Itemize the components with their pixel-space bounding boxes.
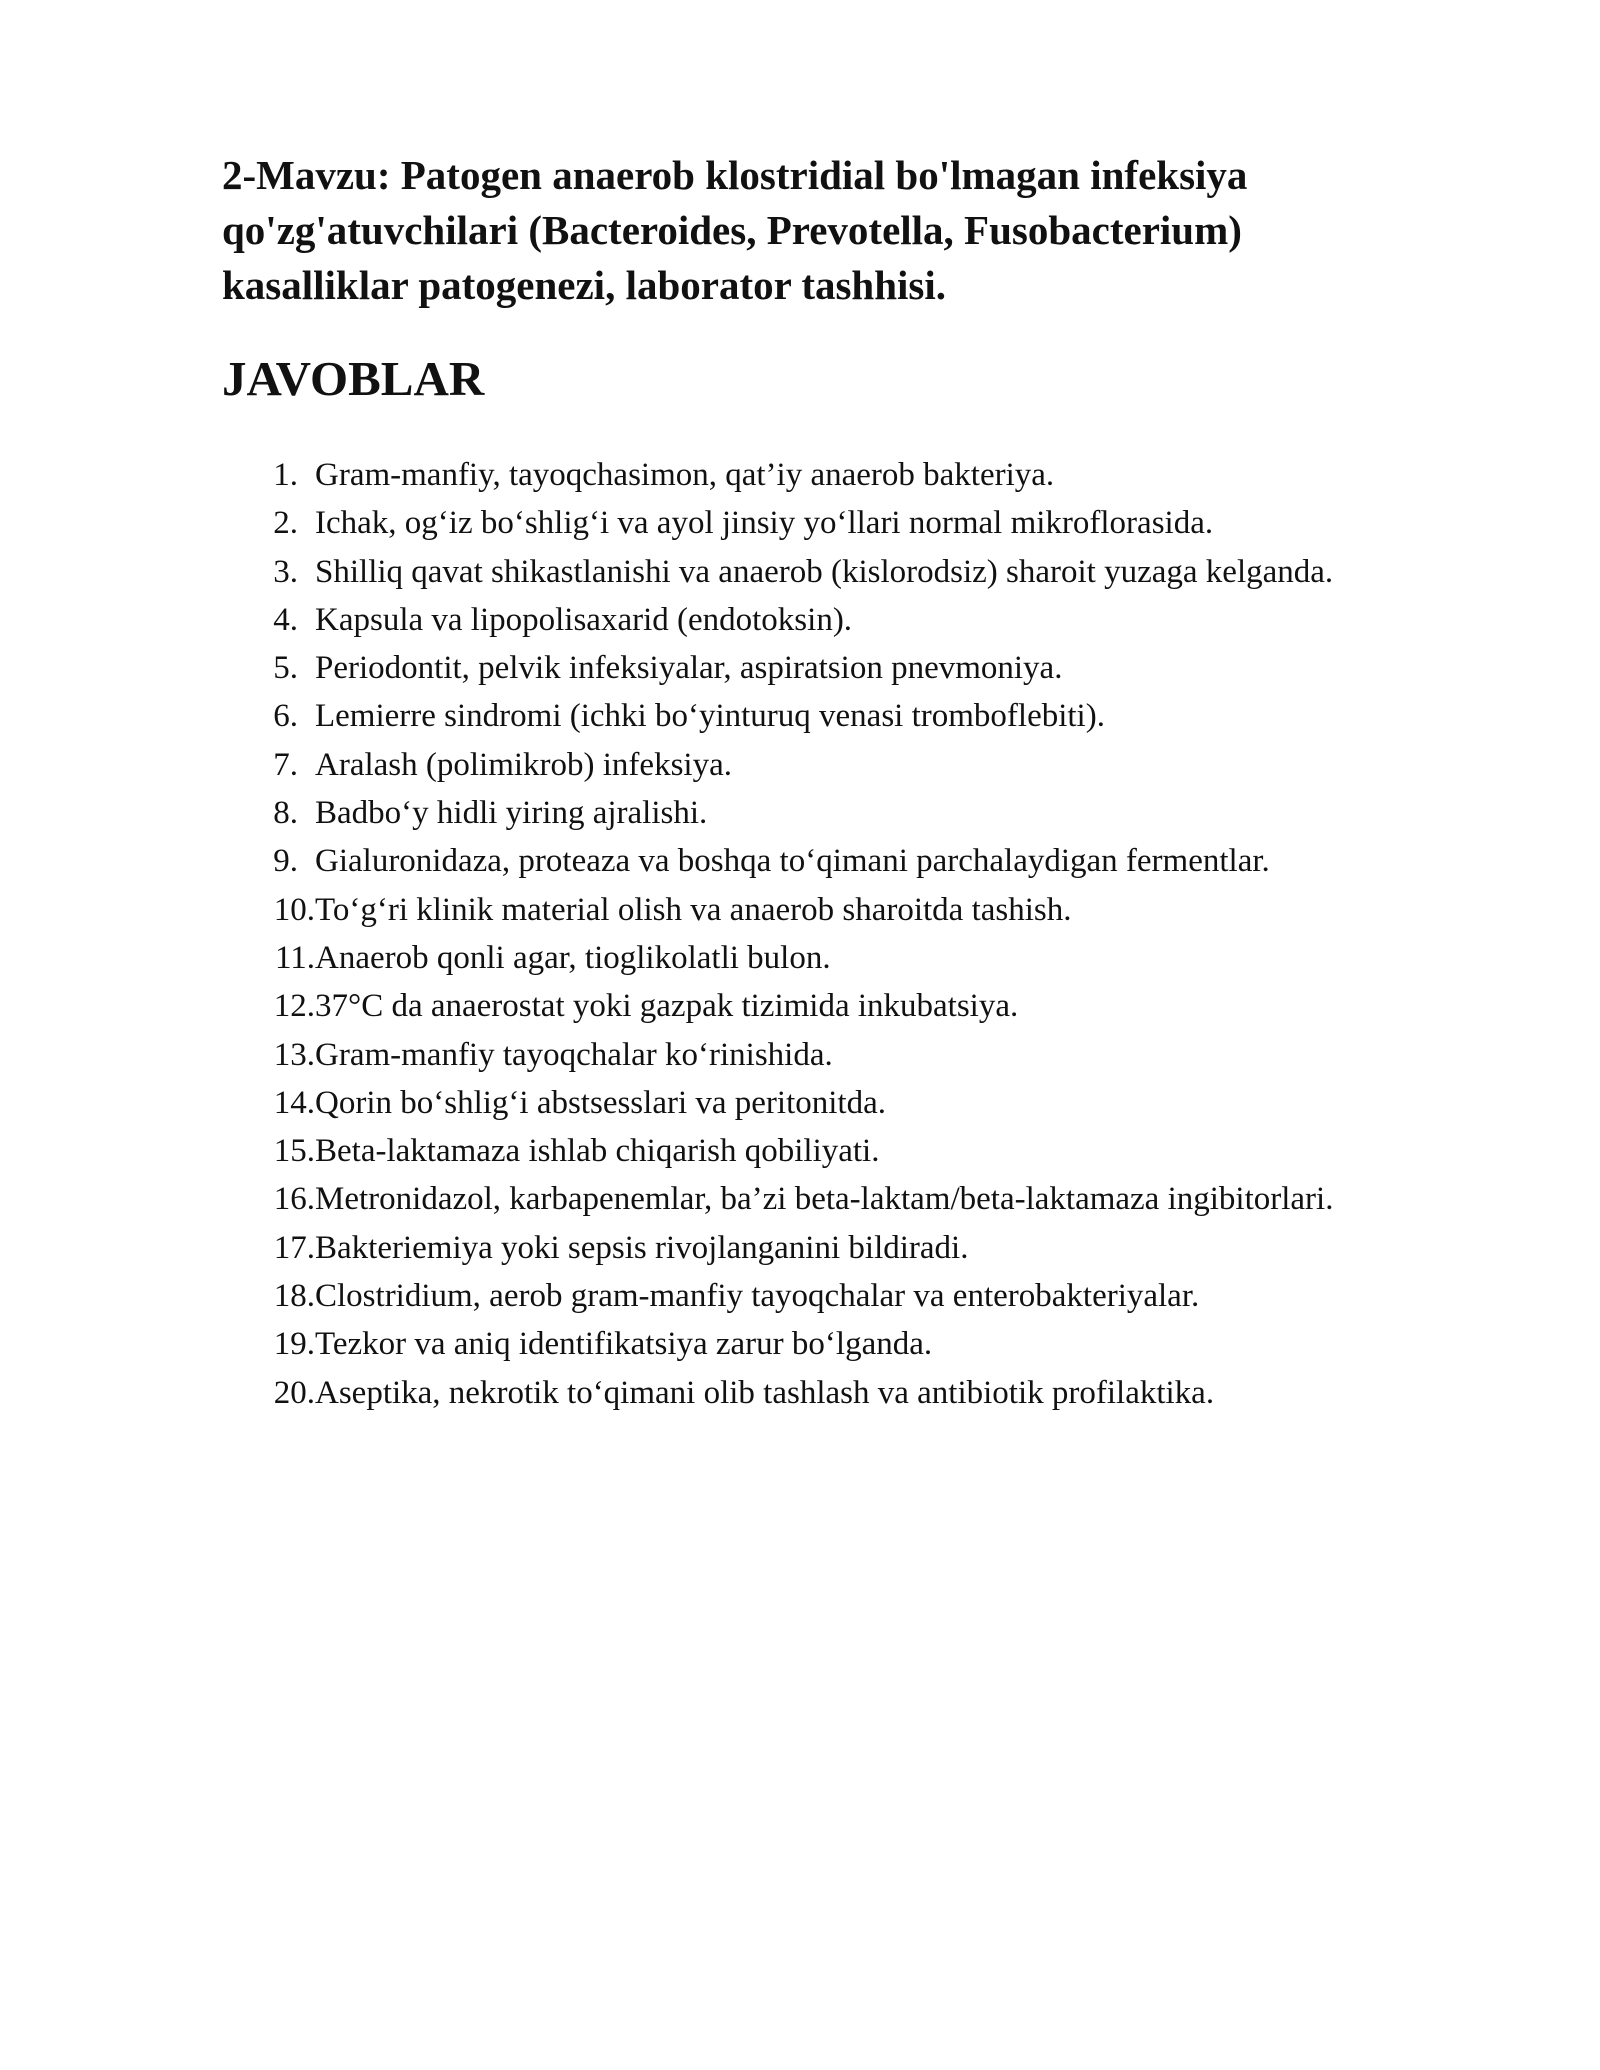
answers-list [222, 451, 1472, 1417]
list-item [222, 1369, 1472, 1417]
list-item-text: Qorin bo‘shlig‘i abstsesslari va peritonitda. [315, 1084, 886, 1121]
list-item-text: Badbo‘y hidli yiring ajralishi. [315, 795, 708, 832]
list-item-number: 10. [273, 891, 315, 928]
list-item-text: Anaerob qonli agar, tioglikolatli bulon. [315, 939, 831, 976]
list-item [222, 789, 1472, 837]
list-item-number: 16. [273, 1181, 315, 1218]
list-item-text: Clostridium, aerob gram-manfiy tayoqchalar va enterobakteriyalar. [315, 1278, 1200, 1315]
list-item-number: 19. [273, 1326, 315, 1363]
list-item [222, 1127, 1472, 1175]
list-item-text: Shilliq qavat shikastlanishi va anaerob (kislorodsiz) sharoit yuzaga kelganda. [315, 553, 1334, 590]
list-item [222, 499, 1472, 547]
list-item-number: 7. [273, 746, 298, 783]
document-content [222, 148, 1472, 1417]
list-item-text: Kapsula va lipopolisaxarid (endotoksin). [315, 601, 853, 638]
list-item-text: 37°C da anaerostat yoki gazpak tizimida inkubatsiya. [315, 988, 1019, 1025]
list-item-number: 6. [273, 698, 298, 735]
list-item-number: 1. [273, 457, 298, 493]
list-item-number: 17. [273, 1229, 315, 1266]
list-item [222, 644, 1472, 692]
list-item [222, 982, 1472, 1030]
list-item-text: Gram-manfiy, tayoqchasimon, qat’iy anaerob bakteriya. [315, 457, 1055, 493]
list-item-number: 13. [273, 1036, 315, 1073]
list-item [222, 1320, 1472, 1368]
list-item-number: 11. [274, 939, 315, 976]
list-item-number: 4. [273, 601, 298, 638]
list-item [222, 692, 1472, 740]
document-title [222, 148, 1472, 313]
list-item [222, 1272, 1472, 1320]
list-item-number: 15. [273, 1133, 315, 1170]
answers-heading: JAVOBLAR [222, 351, 485, 406]
list-item-text: To‘g‘ri klinik material olish va anaerob sharoitda tashish. [315, 891, 1072, 928]
list-item [222, 1031, 1472, 1079]
list-item-text: Beta-laktamaza ishlab chiqarish qobiliyati. [315, 1133, 880, 1170]
title-line-2: qo'zg'atuvchilari (Bacteroides, Prevotella, Fusobacterium) [222, 207, 1242, 253]
list-item-number: 3. [273, 553, 298, 590]
list-item-text: Tezkor va aniq identifikatsiya zarur bo‘lganda. [315, 1326, 933, 1363]
list-item-number: 9. [273, 843, 298, 880]
list-item [222, 886, 1472, 934]
list-item-number: 14. [273, 1084, 315, 1121]
list-item [222, 934, 1472, 982]
list-item [222, 1175, 1472, 1223]
list-item-text: Gram-manfiy tayoqchalar ko‘rinishida. [315, 1036, 833, 1073]
list-item-text: Metronidazol, karbapenemlar, ba’zi beta-laktam/beta-laktamaza ingibitorlari. [315, 1181, 1334, 1218]
list-item-text: Ichak, og‘iz bo‘shlig‘i va ayol jinsiy yo‘llari normal mikroflorasida. [315, 505, 1214, 542]
list-item-number: 12. [273, 988, 315, 1025]
list-item [222, 451, 1472, 499]
list-item-number: 2. [273, 505, 298, 542]
list-item [222, 1079, 1472, 1127]
list-item-text: Periodontit, pelvik infeksiyalar, aspiratsion pnevmoniya. [315, 650, 1063, 687]
list-item [222, 1224, 1472, 1272]
title-line-3: kasalliklar patogenezi, laborator tashhisi. [222, 262, 947, 308]
list-item-number: 20. [273, 1374, 315, 1411]
list-item-text: Gialuronidaza, proteaza va boshqa to‘qimani parchalaydigan fermentlar. [315, 843, 1270, 880]
title-line-1: 2-Mavzu: Patogen anaerob klostridial bo'lmagan infeksiya [222, 152, 1248, 198]
list-item-number: 5. [273, 650, 298, 687]
list-item [222, 837, 1472, 885]
list-item [222, 596, 1472, 644]
list-item-text: Aralash (polimikrob) infeksiya. [315, 746, 732, 783]
list-item-number: 8. [273, 795, 298, 832]
list-item-text: Lemierre sindromi (ichki bo‘yinturuq venasi tromboflebiti). [315, 698, 1105, 735]
list-item [222, 548, 1472, 596]
list-item-text: Bakteriemiya yoki sepsis rivojlanganini bildiradi. [315, 1229, 969, 1266]
list-item [222, 741, 1472, 789]
list-item-text: Aseptika, nekrotik to‘qimani olib tashlash va antibiotik profilaktika. [315, 1374, 1215, 1411]
list-item-number: 18. [273, 1278, 315, 1315]
